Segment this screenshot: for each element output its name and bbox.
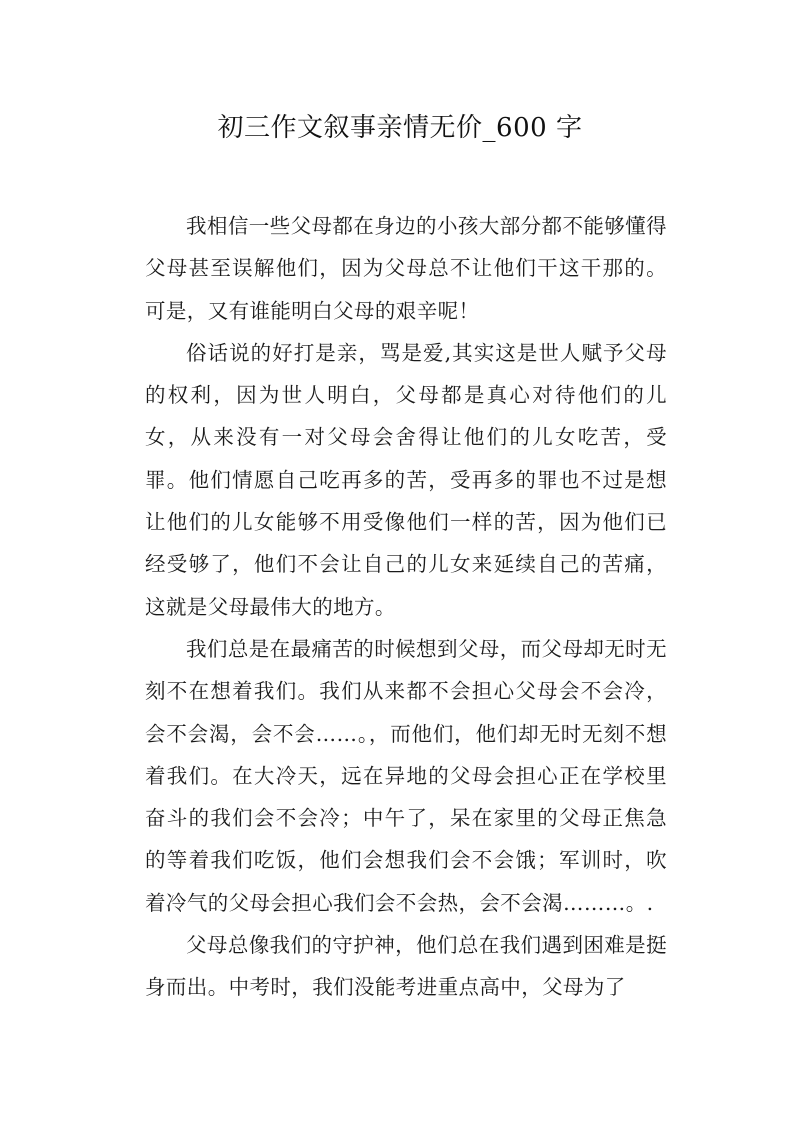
document-title: 初三作文叙事亲情无价_600 字: [217, 113, 583, 143]
paragraph: 我们总是在最痛苦的时候想到父母，而父母却无时无刻不在想着我们。我们从来都不会担心父母会不会冷，会不会渴，会不会……。，而他们，他们却无时无刻不想着我们。在大冷天，远在异地的父母会担心正在学校里奋斗的我们会不会冷；中午了，呆在家里的父母正焦急的等着我们吃饭，他们会想我们会不会饿；军训时，吹着冷气的父母会担心我们会不会热，会不会渴………。.: [145, 636, 667, 915]
paragraph: 我相信一些父母都在身边的小孩大部分都不能够懂得父母甚至误解他们，因为父母总不让他们干这干那的。可是，又有谁能明白父母的艰辛呢！: [145, 214, 667, 323]
paragraph: 俗话说的好打是亲，骂是爱,其实这是世人赋予父母的权利，因为世人明白，父母都是真心对待他们的儿女，从来没有一对父母会舍得让他们的儿女吃苦，受罪。他们情愿自己吃再多的苦，受再多的罪也不过是想让他们的儿女能够不用受像他们一样的苦，因为他们已经受够了，他们不会让自己的儿女来延续自己的苦痛，这就是父母最伟大的地方。: [145, 340, 667, 619]
document-body: [145, 205, 667, 1009]
paragraph: 父母总像我们的守护神，他们总在我们遇到困难是挺身而出。中考时，我们没能考进重点高中，父母为了: [145, 933, 667, 1000]
